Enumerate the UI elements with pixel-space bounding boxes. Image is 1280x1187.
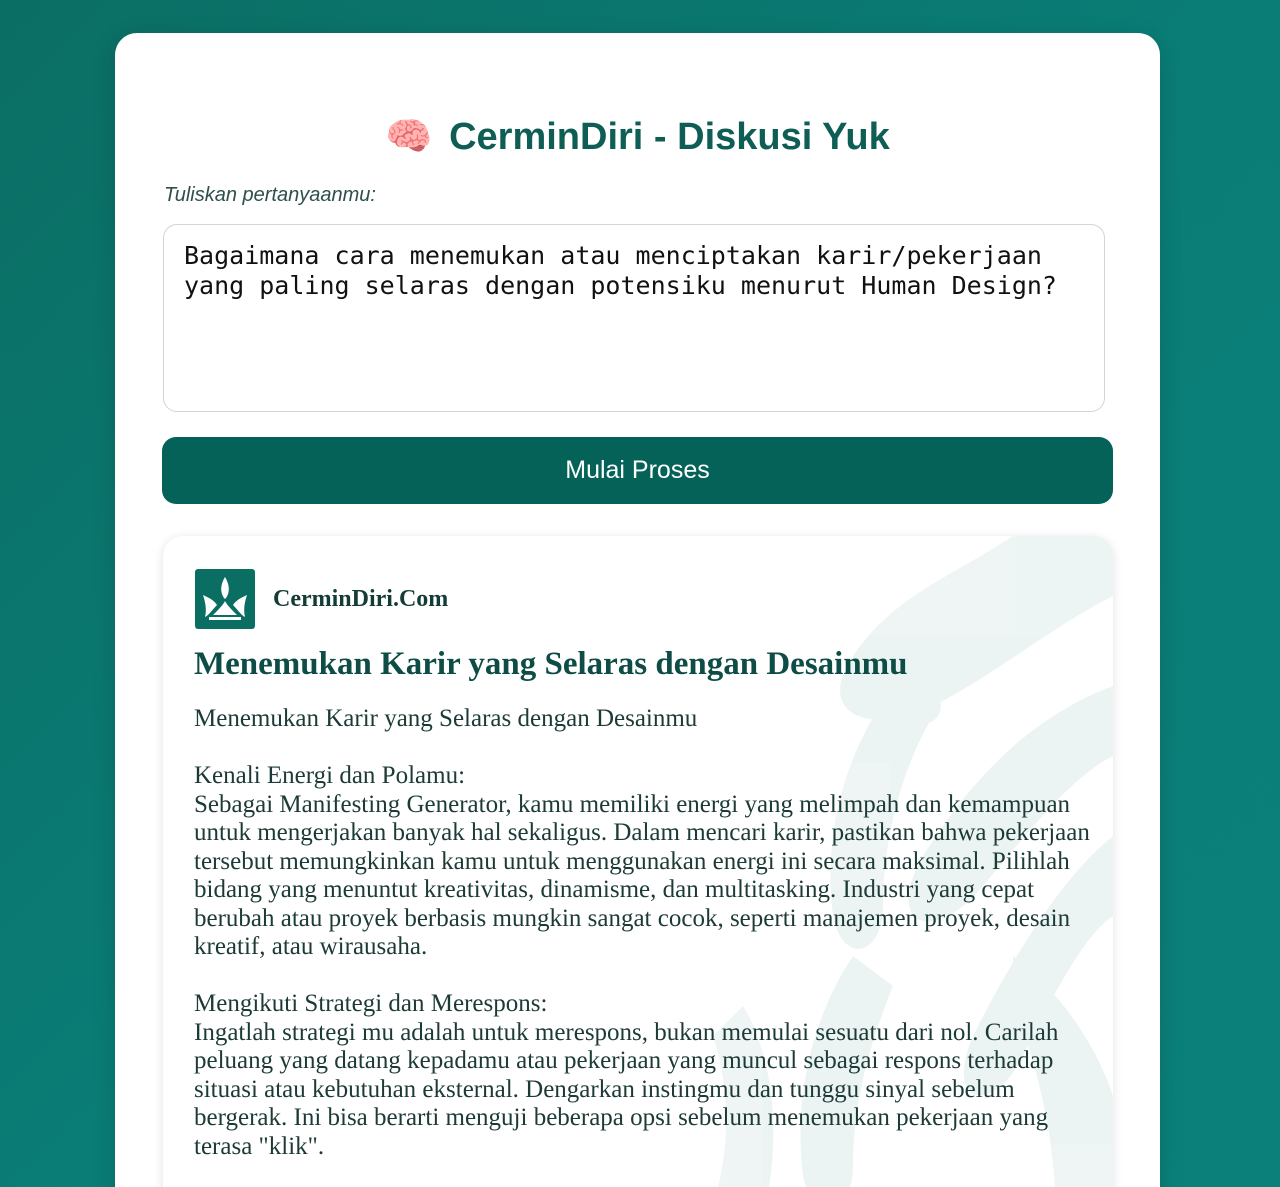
start-process-button[interactable]: Mulai Proses — [162, 437, 1113, 504]
section-body: Sebagai Manifesting Generator, kamu memiliki energi yang melimpah dan kemampuan untuk mengerjakan banyak hal sekaligus. Dalam mencari karir, pastikan bahwa pekerjaan tersebut memungkinkan kamu untuk menggunakan energi ini secara maksimal. Pilihlah bidang yang menuntut kreativitas, dinamisme, dan multitasking. Industri yang cepat berubah atau proyek berbasis mungkin sangat cocok, seperti manajemen proyek, desain kreatif, atau wirausaha. — [194, 790, 1090, 960]
result-section — [194, 762, 1094, 962]
result-section — [194, 990, 1094, 1161]
brand-name: CerminDiri.Com — [273, 586, 449, 612]
brain-icon: 🧠 — [385, 116, 433, 158]
section-body: Ingatlah strategi mu adalah untuk merespons, bukan memulai sesuatu dari nol. Carilah peluang yang datang kepadamu atau pekerjaan yang muncul sebagai respons terhadap situasi atau kebutuhan eksternal. Dengarkan instingmu dan tunggu sinyal sebelum bergerak. Ini bisa berarti menguji beberapa opsi sebelum menemukan pekerjaan yang terasa "klik". — [194, 1018, 1059, 1160]
result-heading: Menemukan Karir yang Selaras dengan Desainmu — [194, 646, 908, 682]
brand-logo-icon — [195, 569, 255, 629]
section-title: Mengikuti Strategi dan Merespons: — [194, 990, 548, 1017]
question-input[interactable] — [163, 224, 1105, 412]
page-title-text: CerminDiri - Diskusi Yuk — [449, 116, 890, 158]
page-title — [115, 115, 1160, 159]
result-body — [194, 705, 1094, 1187]
result-card — [163, 536, 1113, 1187]
question-label: Tuliskan pertanyaanmu: — [164, 184, 376, 206]
main-card — [115, 33, 1160, 1187]
result-intro: Menemukan Karir yang Selaras dengan Desainmu — [194, 705, 698, 732]
section-title: Kenali Energi dan Polamu: — [194, 762, 466, 789]
